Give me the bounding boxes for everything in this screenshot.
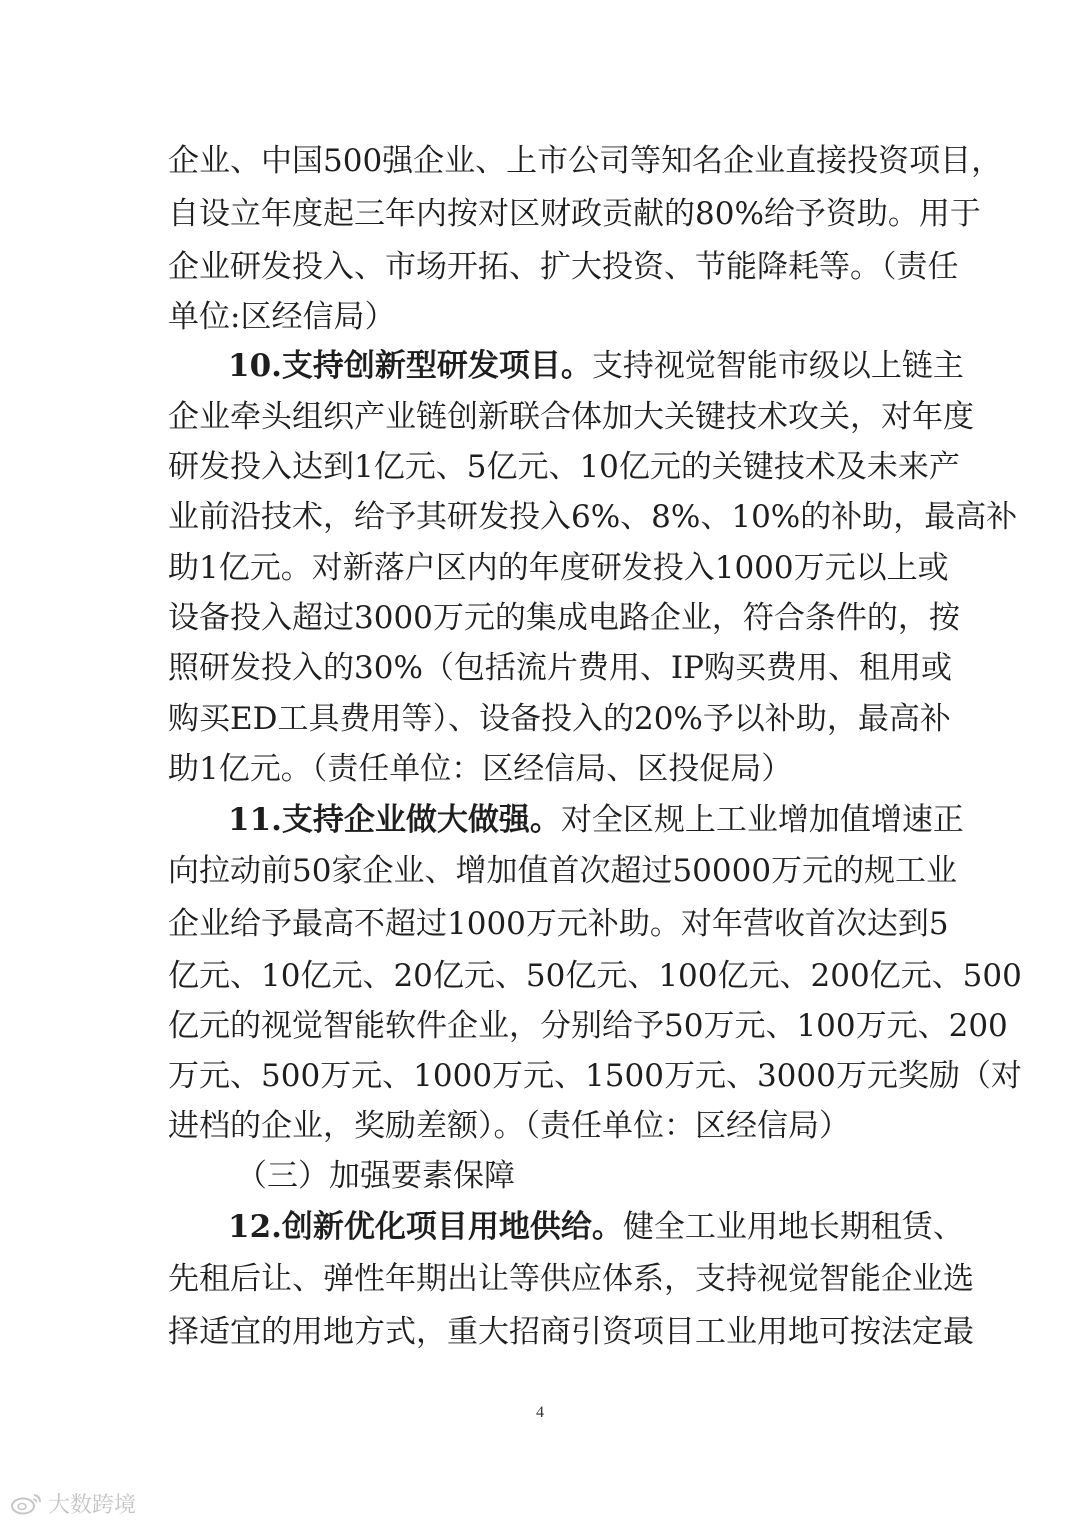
line-text: 企业、中国500强企业、上市公司等知名企业直接投资项目， [168, 143, 1003, 179]
line-text: 对全区规上工业增加值增速正 [560, 802, 964, 838]
line-text: 进档的企业，奖励差额）。（责任单位：区经信局） [168, 1108, 850, 1144]
line-text: 设备投入超过3000万元的集成电路企业，符合条件的，按 [168, 600, 960, 636]
paragraph-line [0, 841, 1080, 901]
line-text: 择适宜的用地方式，重大招商引资项目工业用地可按法定最 [168, 1314, 974, 1350]
watermark [10, 1488, 136, 1518]
paragraph-line [0, 1249, 1080, 1309]
item-11-title: 11.支持企业做大做强。 [228, 802, 561, 838]
paragraph-line [0, 131, 1080, 191]
line-text: 助1亿元。对新落户区内的年度研发投入1000万元以上或 [168, 550, 949, 586]
line-text: 业前沿技术，给予其研发投入6%、8%、10%的补助，最高补 [168, 499, 1018, 535]
line-text: 企业研发投入、市场开拓、扩大投资、节能降耗等。（责任 [168, 249, 959, 285]
line-text: 企业给予最高不超过1000万元补助。对年营收首次达到5 [168, 906, 949, 942]
line-text: 亿元、10亿元、20亿元、50亿元、100亿元、200亿元、500 [168, 958, 1022, 994]
line-text: 亿元的视觉智能软件企业，分别给予50万元、100万元、200 [168, 1008, 1008, 1044]
weibo-logo-icon [10, 1491, 44, 1515]
line-text: 万元、500万元、1000万元、1500万元、3000万元奖励（对 [168, 1058, 1022, 1094]
line-text: 购买ED工具费用等）、设备投入的20%予以补助，最高补 [168, 701, 951, 737]
item-12-heading-line [0, 1197, 1080, 1257]
line-text: 研发投入达到1亿元、5亿元、10亿元的关键技术及未来产 [168, 449, 960, 485]
line-text: 支持视觉智能市级以上链主 [591, 348, 964, 384]
line-text: 健全工业用地长期租赁、 [622, 1209, 964, 1245]
page-number: 4 [536, 1404, 544, 1421]
section-heading-text: （三）加强要素保障 [236, 1158, 515, 1194]
paragraph-line [0, 184, 1080, 244]
line-text: 单位:区经信局） [168, 299, 396, 335]
line-text: 企业牵头组织产业链创新联合体加大关键技术攻关，对年度 [168, 399, 974, 435]
watermark-text: 大数跨境 [48, 1492, 137, 1518]
line-text: 自设立年度起三年内按对区财政贡献的80%给予资助。用于 [168, 196, 981, 232]
paragraph-line [0, 1302, 1080, 1362]
line-text: 先租后让、弹性年期出让等供应体系，支持视觉智能企业选 [168, 1261, 974, 1297]
item-12-title: 12.创新优化项目用地供给。 [228, 1209, 623, 1245]
paragraph-line [0, 894, 1080, 954]
item-12-line [228, 1197, 964, 1257]
line-text: 助1亿元。（责任单位：区经信局、区投促局） [168, 751, 793, 787]
item-10-title: 10.支持创新型研发项目。 [228, 348, 592, 384]
line-text: 照研发投入的30%（包括流片费用、IP购买费用、租用或 [168, 650, 953, 686]
line-text: 向拉动前50家企业、增加值首次超过50000万元的规工业 [168, 853, 958, 889]
